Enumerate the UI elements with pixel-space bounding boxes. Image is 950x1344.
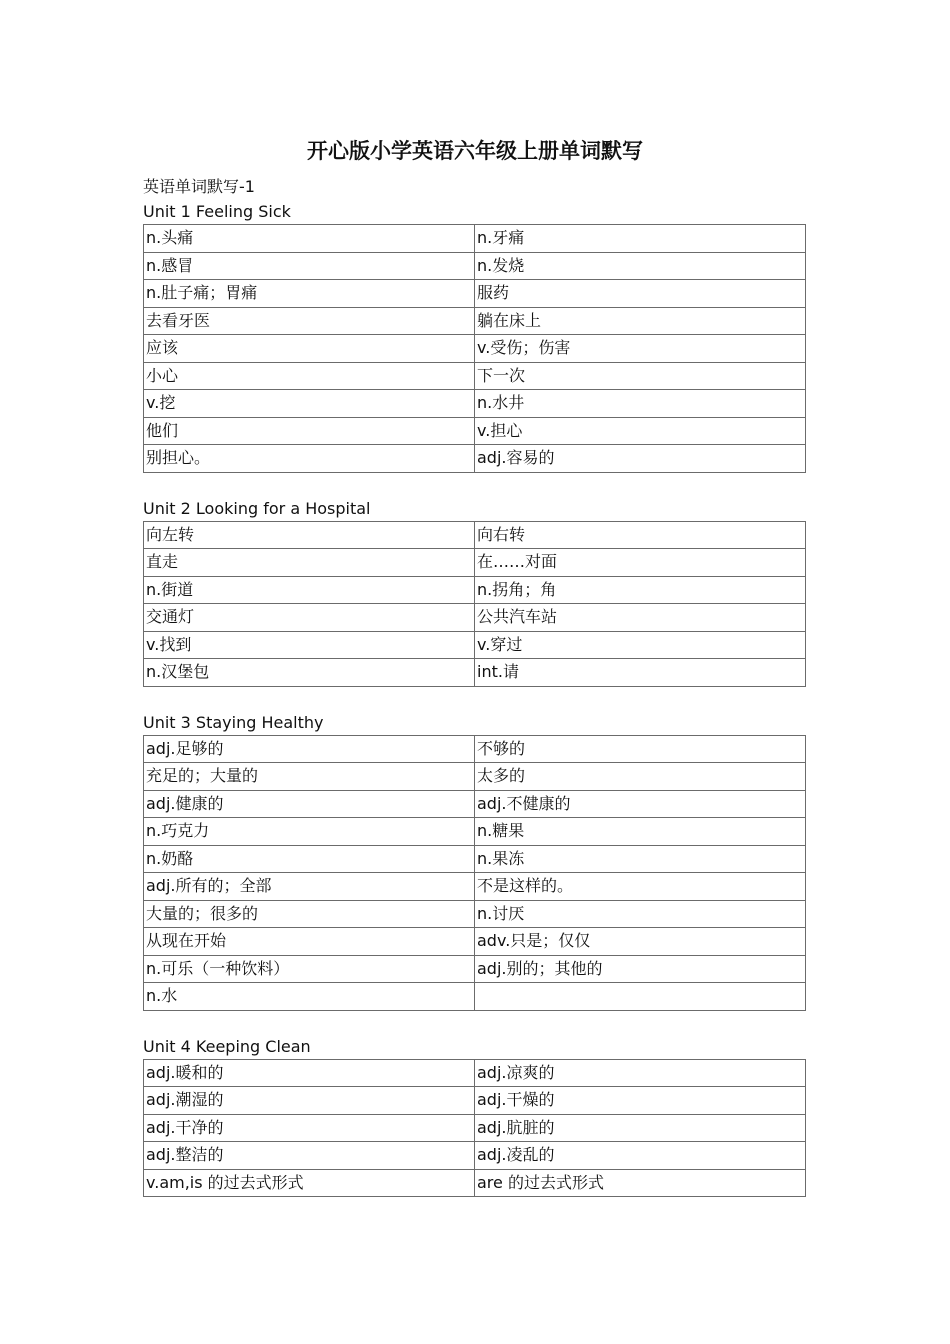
table-cell-right: 向右转 xyxy=(475,521,806,549)
units-container xyxy=(143,199,807,1197)
table-cell-left: adj.所有的；全部 xyxy=(144,873,475,901)
table-cell-left: 从现在开始 xyxy=(144,928,475,956)
table-cell-left: n.汉堡包 xyxy=(144,659,475,687)
table-cell-right: int.请 xyxy=(475,659,806,687)
table-cell-left: adj.干净的 xyxy=(144,1114,475,1142)
vocab-table xyxy=(143,521,806,687)
table-cell-right: n.果冻 xyxy=(475,845,806,873)
table-row xyxy=(144,417,806,445)
table-cell-right: 下一次 xyxy=(475,362,806,390)
table-cell-left: adj.潮湿的 xyxy=(144,1087,475,1115)
table-cell-left: 充足的；大量的 xyxy=(144,763,475,791)
table-cell-right: adj.凉爽的 xyxy=(475,1059,806,1087)
document-body xyxy=(143,175,807,1197)
table-cell-left: n.头痛 xyxy=(144,225,475,253)
table-cell-left: v.am,is 的过去式形式 xyxy=(144,1169,475,1197)
table-cell-left: n.奶酪 xyxy=(144,845,475,873)
table-cell-left: adj.整洁的 xyxy=(144,1142,475,1170)
table-row xyxy=(144,604,806,632)
table-cell-right: v.担心 xyxy=(475,417,806,445)
table-cell-left: adj.暖和的 xyxy=(144,1059,475,1087)
table-row xyxy=(144,955,806,983)
table-cell-right: 躺在床上 xyxy=(475,307,806,335)
table-cell-right: adj.凌乱的 xyxy=(475,1142,806,1170)
table-row xyxy=(144,845,806,873)
table-cell-right: n.拐角；角 xyxy=(475,576,806,604)
table-row xyxy=(144,983,806,1011)
table-cell-right: adv.只是；仅仅 xyxy=(475,928,806,956)
table-cell-left: 别担心。 xyxy=(144,445,475,473)
unit-section xyxy=(143,496,807,687)
table-cell-left: n.肚子痛；胃痛 xyxy=(144,280,475,308)
table-row xyxy=(144,900,806,928)
table-cell-left: n.街道 xyxy=(144,576,475,604)
table-cell-left: 应该 xyxy=(144,335,475,363)
table-row xyxy=(144,928,806,956)
table-row xyxy=(144,631,806,659)
table-cell-right: n.讨厌 xyxy=(475,900,806,928)
table-cell-left: adj.健康的 xyxy=(144,790,475,818)
table-cell-left: 直走 xyxy=(144,549,475,577)
table-row xyxy=(144,576,806,604)
table-row xyxy=(144,1114,806,1142)
table-row xyxy=(144,225,806,253)
table-row xyxy=(144,763,806,791)
table-row xyxy=(144,521,806,549)
table-cell-right: adj.肮脏的 xyxy=(475,1114,806,1142)
vocab-table xyxy=(143,1059,806,1198)
table-cell-right: v.受伤；伤害 xyxy=(475,335,806,363)
table-cell-left: 交通灯 xyxy=(144,604,475,632)
unit-section xyxy=(143,1034,807,1198)
table-row xyxy=(144,735,806,763)
table-row xyxy=(144,307,806,335)
table-cell-right xyxy=(475,983,806,1011)
table-cell-right: 不够的 xyxy=(475,735,806,763)
table-cell-right: adj.别的；其他的 xyxy=(475,955,806,983)
table-cell-left: 去看牙医 xyxy=(144,307,475,335)
table-cell-left: n.感冒 xyxy=(144,252,475,280)
unit-heading: Unit 4 Keeping Clean xyxy=(143,1036,311,1056)
table-cell-right: adj.不健康的 xyxy=(475,790,806,818)
page-title: 开心版小学英语六年级上册单词默写 xyxy=(307,138,643,163)
table-row xyxy=(144,1059,806,1087)
vocab-table xyxy=(143,735,806,1011)
table-row xyxy=(144,280,806,308)
table-row xyxy=(144,1142,806,1170)
table-cell-right: 太多的 xyxy=(475,763,806,791)
table-row xyxy=(144,659,806,687)
table-cell-right: 服药 xyxy=(475,280,806,308)
table-row xyxy=(144,252,806,280)
table-cell-right: 公共汽车站 xyxy=(475,604,806,632)
table-cell-right: v.穿过 xyxy=(475,631,806,659)
unit-section xyxy=(143,199,807,473)
table-cell-right: 不是这样的。 xyxy=(475,873,806,901)
table-cell-right: n.糖果 xyxy=(475,818,806,846)
table-row xyxy=(144,335,806,363)
table-row xyxy=(144,1169,806,1197)
table-cell-right: adj.干燥的 xyxy=(475,1087,806,1115)
table-cell-left: v.找到 xyxy=(144,631,475,659)
table-cell-left: 大量的；很多的 xyxy=(144,900,475,928)
table-cell-left: 他们 xyxy=(144,417,475,445)
table-cell-left: adj.足够的 xyxy=(144,735,475,763)
unit-heading: Unit 2 Looking for a Hospital xyxy=(143,498,371,518)
table-row xyxy=(144,390,806,418)
table-row xyxy=(144,790,806,818)
table-row xyxy=(144,445,806,473)
table-cell-left: n.可乐（一种饮料） xyxy=(144,955,475,983)
table-row xyxy=(144,1087,806,1115)
table-cell-right: adj.容易的 xyxy=(475,445,806,473)
table-row xyxy=(144,873,806,901)
table-row xyxy=(144,549,806,577)
table-cell-right: n.水井 xyxy=(475,390,806,418)
table-cell-right: n.发烧 xyxy=(475,252,806,280)
subtitle: 英语单词默写-1 xyxy=(143,177,255,196)
table-row xyxy=(144,362,806,390)
table-row xyxy=(144,818,806,846)
table-cell-left: 向左转 xyxy=(144,521,475,549)
table-cell-left: v.挖 xyxy=(144,390,475,418)
table-cell-right: are 的过去式形式 xyxy=(475,1169,806,1197)
unit-section xyxy=(143,710,807,1011)
table-cell-right: n.牙痛 xyxy=(475,225,806,253)
unit-heading: Unit 3 Staying Healthy xyxy=(143,712,324,732)
unit-heading: Unit 1 Feeling Sick xyxy=(143,202,291,221)
table-cell-right: 在……对面 xyxy=(475,549,806,577)
vocab-table xyxy=(143,224,806,473)
table-cell-left: n.水 xyxy=(144,983,475,1011)
table-cell-left: n.巧克力 xyxy=(144,818,475,846)
table-cell-left: 小心 xyxy=(144,362,475,390)
